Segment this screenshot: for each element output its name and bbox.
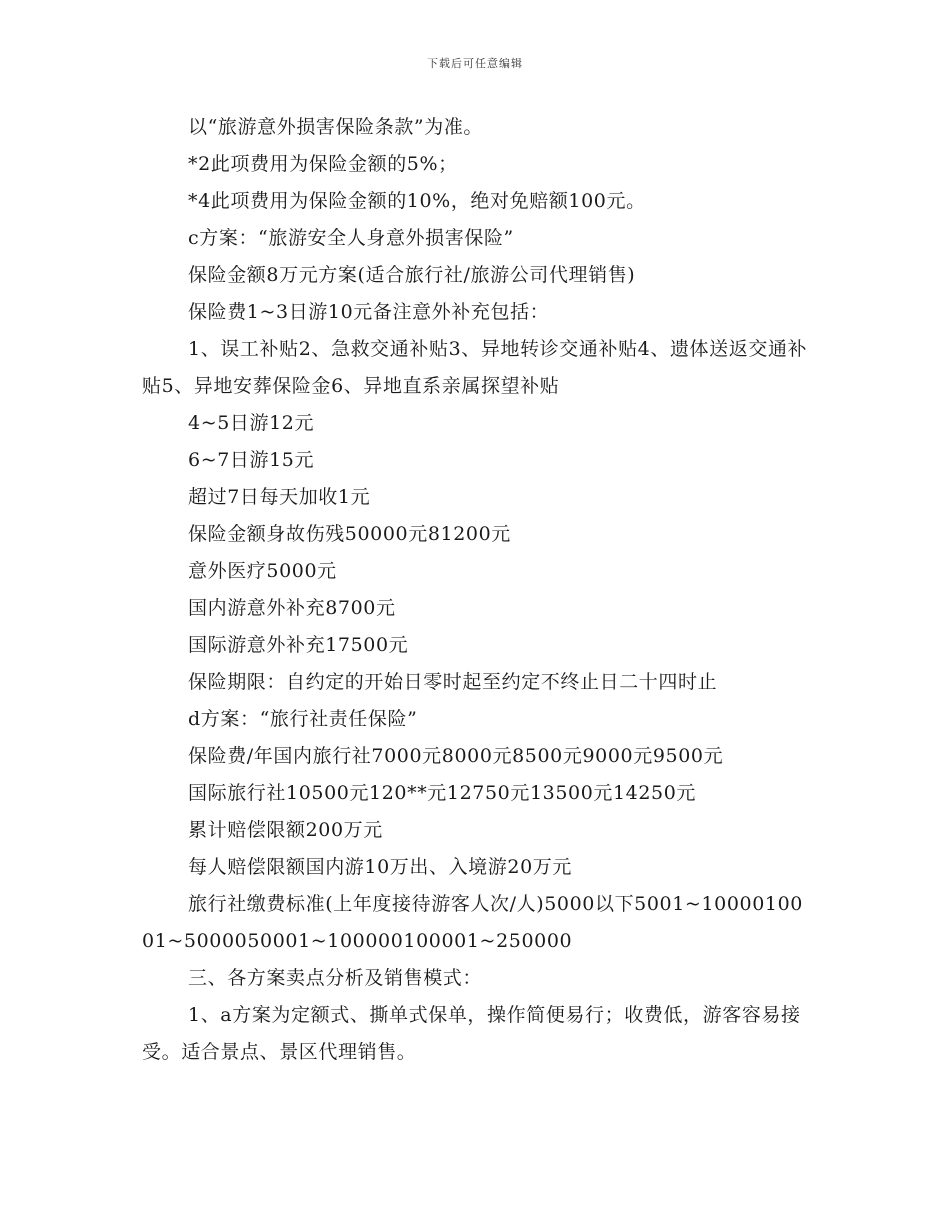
- paragraph: 保险费/年国内旅行社7000元8000元8500元9000元9500元: [188, 745, 724, 767]
- paragraph: 旅行社缴费标准(上年度接待游客人次/人)5000以下5001~1000010001~5000050001~100000100001~250000: [142, 893, 803, 952]
- document-body: [142, 109, 812, 1071]
- paragraph: 6~7日游15元: [188, 449, 315, 471]
- paragraph: 保险费1~3日游10元备注意外补充包括：: [188, 301, 550, 323]
- paragraph: 保险期限：自约定的开始日零时起至约定不终止日二十四时止: [188, 671, 718, 693]
- paragraph: *2此项费用为保险金额的5%；: [188, 153, 458, 175]
- paragraph: 三、各方案卖点分析及销售模式：: [188, 967, 483, 989]
- paragraph: 意外医疗5000元: [188, 560, 337, 582]
- paragraph: *4此项费用为保险金额的10%，绝对免赔额100元。: [188, 190, 646, 212]
- paragraph: 保险金额8万元方案(适合旅行社/旅游公司代理销售): [188, 264, 636, 286]
- paragraph: 1、a方案为定额式、撕单式保单，操作简便易行；收费低，游客容易接受。适合景点、景区代理销售。: [142, 1004, 801, 1063]
- paragraph: 国际游意外补充17500元: [188, 634, 409, 656]
- paragraph: 每人赔偿限额国内游10万出、入境游20万元: [188, 856, 572, 878]
- paragraph: 超过7日每天加收1元: [188, 486, 371, 508]
- paragraph: 以“旅游意外损害保险条款”为准。: [188, 116, 484, 138]
- paragraph: 4~5日游12元: [188, 412, 315, 434]
- paragraph: d方案：“旅行社责任保险”: [188, 708, 418, 730]
- page-header: 下载后可任意编辑: [427, 57, 523, 70]
- paragraph: 累计赔偿限额200万元: [188, 819, 383, 841]
- paragraph: c方案：“旅游安全人身意外损害保险”: [188, 227, 514, 249]
- paragraph: 国际旅行社10500元120**元12750元13500元14250元: [188, 782, 697, 804]
- paragraph: 国内游意外补充8700元: [188, 597, 396, 619]
- paragraph: 1、误工补贴2、急救交通补贴3、异地转诊交通补贴4、遗体送返交通补贴5、异地安葬保险金6、异地直系亲属探望补贴: [142, 338, 808, 397]
- paragraph: 保险金额身故伤残50000元81200元: [188, 523, 511, 545]
